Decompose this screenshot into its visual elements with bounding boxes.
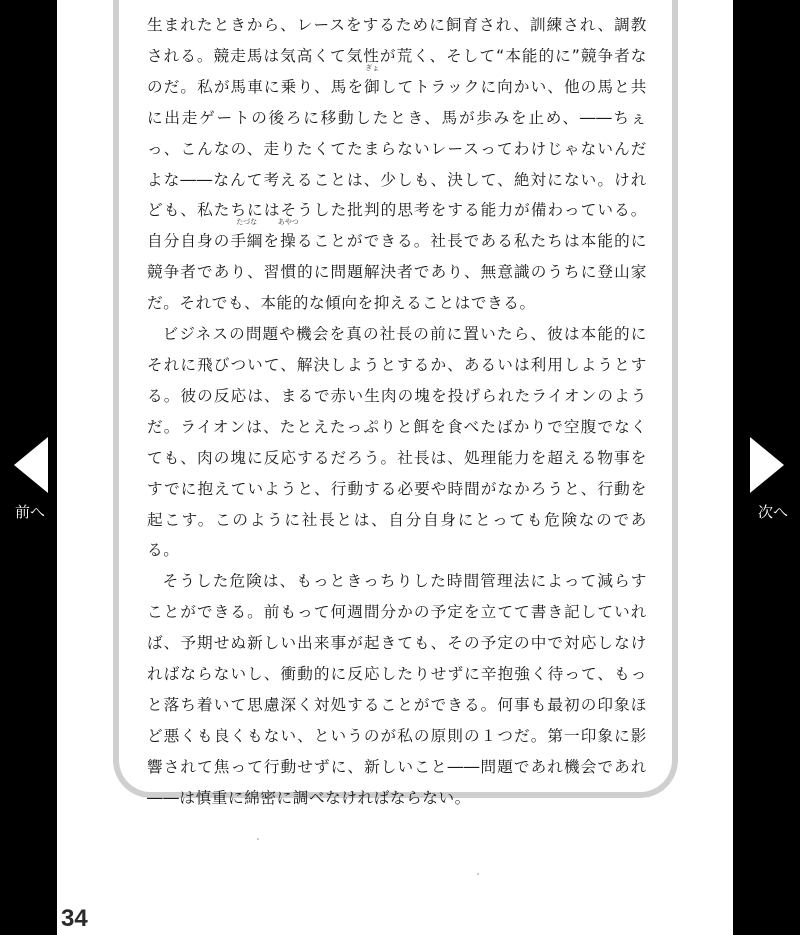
page-number: 34 xyxy=(61,905,88,932)
ruby-base: 御 xyxy=(364,77,381,96)
scan-speck xyxy=(257,838,259,840)
paragraph-1-part-c: を xyxy=(262,232,281,251)
next-page-button[interactable] xyxy=(742,437,792,537)
ruby-base: 手綱 xyxy=(230,232,263,251)
ruby-gyo xyxy=(364,63,381,103)
prev-page-button[interactable] xyxy=(6,437,56,537)
paragraph-1 xyxy=(147,10,647,319)
paragraph-1-part-b: してトラックに向かい、他の馬と共に出走ゲートの後ろに移動したとき、馬が歩みを止め、――ちぇっ、こんなの、走りたくてたまらないレースってわけじゃないんだよな――なんて考えることは、少しも、決して、絶対にない。けれども、私たちにはそうした批判的思考をする能力が備わっている。自分自身の xyxy=(147,77,647,251)
scan-speck xyxy=(477,873,479,875)
ruby-reading: たづな xyxy=(236,218,258,227)
prev-page-label: 前へ xyxy=(14,503,45,521)
paragraph-2: ビジネスの問題や機会を真の社長の前に置いたら、彼は本能的にそれに飛びついて、解決しようとするか、あるいは利用しようとする。彼の反応は、まるで赤い生肉の塊を投げられたライオンのようだ。ライオンは、たとえたっぷりと餌を食べたばかりで空腹でなくても、肉の塊に反応するだろう。社長は、処理能力を超える物事をすでに抱えていようと、行動する必要や時間がなかろうと、行動を起こす。このように社長とは、自分自身にとっても危険なのである。 xyxy=(147,325,647,560)
ruby-tazuna xyxy=(230,218,263,257)
next-page-label: 次へ xyxy=(757,503,788,521)
arrow-right-icon xyxy=(750,437,784,493)
paragraph-1-part-d: ることができる。社長である私たちは本能的に競争者であり、習慣的に問題解決者であり、無意識のうちに登山家だ。それでも、本能的な傾向を抑えることはできる。 xyxy=(147,232,647,313)
ruby-reading: ぎょ xyxy=(365,63,380,72)
ruby-ayatsu xyxy=(277,218,299,257)
body-text xyxy=(147,10,647,814)
arrow-left-icon xyxy=(14,437,48,493)
ruby-base: 操 xyxy=(280,232,297,251)
paragraph-3: そうした危険は、もっときっちりした時間管理法によって減らすことができる。前もって何週間分かの予定を立てて書き記していれば、予期せぬ新しい出来事が起きても、その予定の中で対応しなければならないし、衝動的に反応したりせずに辛抱強く待って、もっと落ち着いて思慮深く対処することができる。何事も最初の印象ほど悪くも良くもない、というのが私の原則の１つだ。第一印象に影響されて焦って行動せずに、新しいこと――問題であれ機会であれ――は慎重に綿密に調べなければならない。 xyxy=(147,572,647,807)
book-page xyxy=(57,0,733,935)
ruby-reading: あやつ xyxy=(277,218,299,227)
paragraph-1-part-a: 生まれたときから、レースをするために飼育され、訓練され、調教される。競走馬は気高くて気性が荒く、そして“本能的に”競争者なのだ。私が馬車に乗り、馬を xyxy=(147,16,647,96)
